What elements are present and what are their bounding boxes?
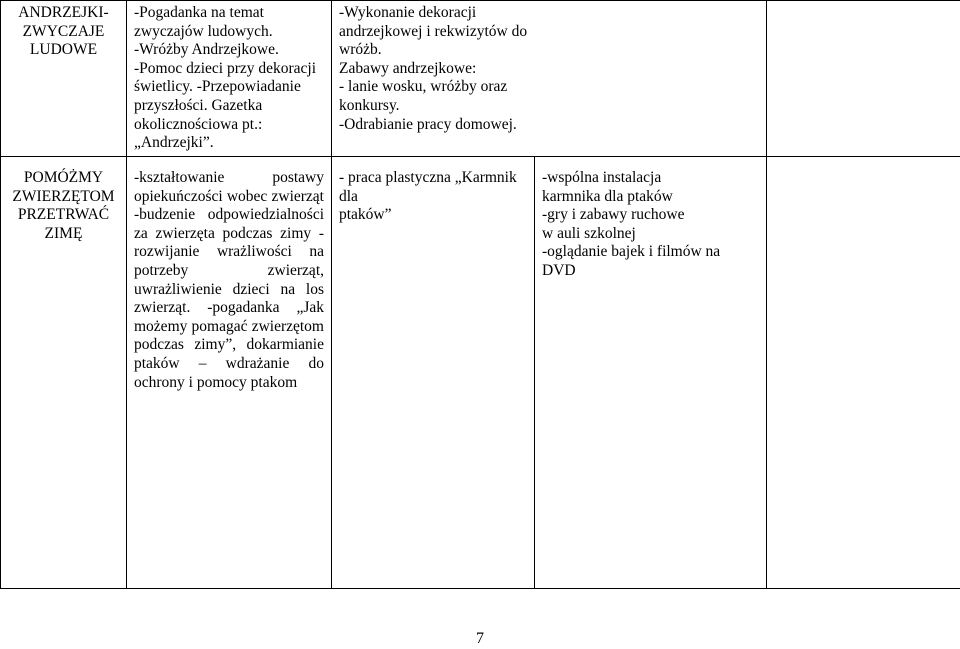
text-line: karmnika dla ptaków [542, 187, 673, 205]
topic-line: LUDOWE [29, 41, 98, 59]
table-row-pomozmy [1, 157, 960, 589]
text-line: ptaków” [339, 206, 392, 224]
text-line: wróżb. [339, 41, 382, 59]
text-line: okolicznościowa pt.: [134, 115, 263, 133]
topic-line: POMÓŻMY [23, 169, 104, 186]
page-number: 7 [476, 630, 484, 647]
text-line: -Odrabianie pracy domowej. [339, 115, 517, 133]
empty-cell [767, 1, 960, 157]
text-line: -Pogadanka na temat [134, 4, 264, 21]
topic-cell [1, 1, 127, 157]
empty-cell [767, 157, 960, 589]
text-line: -oglądanie bajek i filmów na [542, 243, 721, 261]
text-line: -Wróżby Andrzejkowe. [134, 41, 279, 59]
text-line: konkursy. [339, 96, 400, 114]
text-line: -Pomoc dzieci przy dekoracji [134, 59, 317, 77]
text-line: w auli szkolnej [542, 224, 636, 242]
text-line: DVD [542, 261, 576, 279]
topic-line: ANDRZEJKI-ZWYCZAJE [18, 4, 109, 40]
activities-cell [535, 157, 767, 589]
text-line: -gry i zabawy ruchowe [542, 206, 685, 224]
activities-cell [332, 1, 767, 157]
table-row-andrzejki [1, 1, 960, 157]
text-line: -Wykonanie dekoracji [339, 4, 477, 21]
text-line: andrzejkowej i rekwizytów do [339, 22, 528, 40]
text-line: zwyczajów ludowych. [134, 22, 273, 40]
goals-cell: -kształtowanie postawy opiekuńczości wobec zwierząt -budzenie odpowiedzialności za zwierzęta podczas zimy - rozwijanie wrażliwości na potrzeby zwierząt, uwrażliwienie dzieci na los zwierząt. -pogadanka „Jak możemy pomagać zwierzętom podczas zimy”, dokarmianie ptaków – wdrażanie do ochrony i pomocy ptakom [127, 157, 332, 589]
text-line: „Andrzejki”. [134, 134, 214, 152]
topic-cell [1, 157, 127, 589]
text-line: - lanie wosku, wróżby oraz [339, 78, 508, 96]
text-line: przyszłości. Gazetka [134, 96, 263, 114]
text-line: świetlicy. -Przepowiadanie [134, 78, 301, 96]
topic-line: PRZETRWAĆ ZIMĘ [17, 206, 110, 242]
topic-line: ZWIERZĘTOM [12, 187, 115, 205]
text-line: Zabawy andrzejkowe: [339, 59, 477, 77]
methods-cell [332, 157, 535, 589]
text-line: - praca plastyczna „Karmnik dla [339, 169, 517, 205]
text-line: -wspólna instalacja [542, 169, 662, 186]
methods-cell [127, 1, 332, 157]
